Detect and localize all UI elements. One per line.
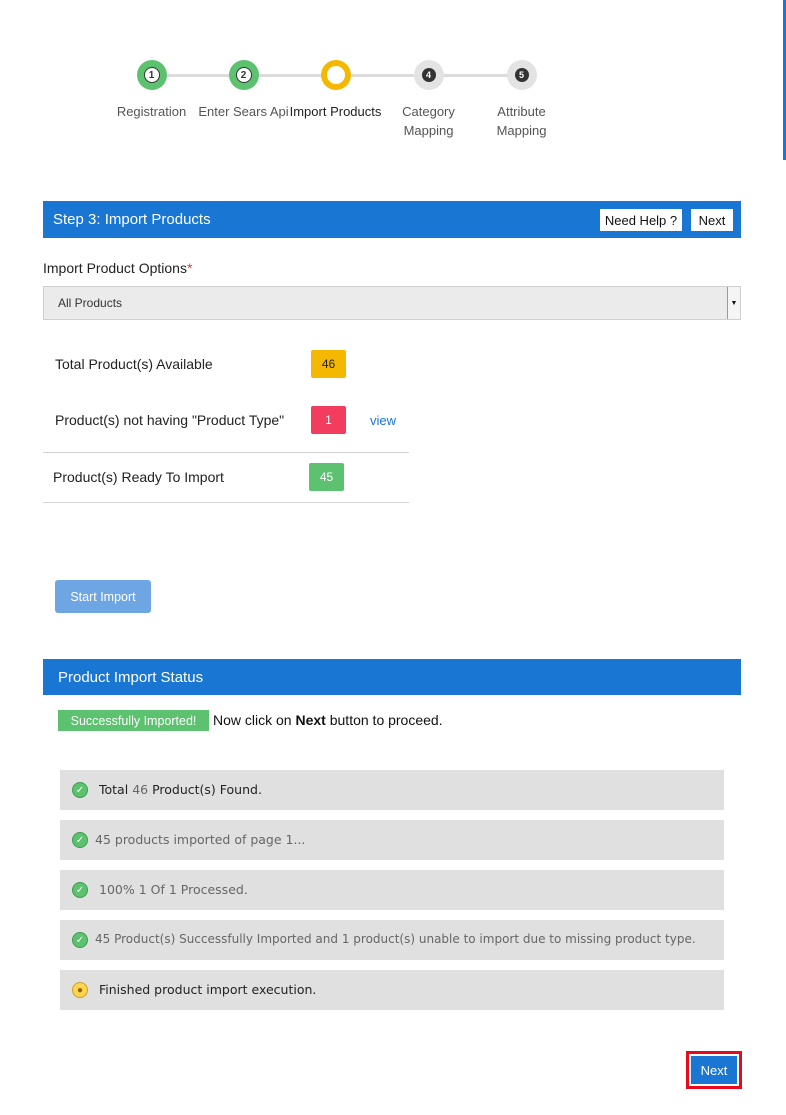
step-circle [229,60,259,90]
log-text-part: Product(s) Found. [152,782,262,797]
success-message-bold: Next [295,712,326,728]
view-link[interactable]: view [370,413,397,428]
caret-down-icon[interactable]: ▼ [727,287,740,319]
need-help-button[interactable]: Need Help ? [600,209,682,231]
log-text: 45 Product(s) Successfully Imported and 1 product(s) unable to import due to missing product type. [95,932,696,946]
import-status-title: Product Import Status [58,669,204,686]
missing-product-type-badge: 1 [311,406,346,434]
step-title: Step 3: Import Products [53,211,211,228]
check-circle-icon: ✓ [72,832,88,848]
step-category-mapping [382,60,475,140]
step-label: Enter Sears Api [198,104,289,119]
header-next-button[interactable]: Next [691,209,733,231]
step-number: 2 [236,67,252,83]
log-item [60,970,724,1010]
import-status-bar [43,659,741,695]
next-button-highlight [686,1051,742,1089]
log-text-number: 46 [132,782,149,797]
log-item [60,820,724,860]
step-number: 4 [422,68,436,82]
log-text: 45 products imported of page 1... [95,832,306,847]
step-circle [321,60,351,90]
log-item [60,770,724,810]
step-enter-sears-api [197,60,290,121]
step-circle [414,60,444,90]
log-text: Finished product import execution. [99,982,317,997]
required-mark: * [186,260,193,276]
ready-to-import-badge: 45 [309,463,344,491]
step-attribute-mapping [475,60,568,140]
import-options-selected-value: All Products [58,296,123,310]
log-text-part: Total [99,782,129,797]
success-message-suffix: button to proceed. [329,712,443,728]
total-products-label: Total Product(s) Available [55,356,213,372]
step-label: Import Products [289,104,382,119]
next-button[interactable]: Next [691,1056,737,1084]
check-circle-icon: ✓ [72,782,88,798]
step-number: 5 [515,68,529,82]
success-message [213,712,443,728]
check-circle-icon: ✓ [72,932,88,948]
log-text: 100% 1 Of 1 Processed. [99,882,248,897]
success-badge: Successfully Imported! [58,710,209,731]
log-item [60,870,724,910]
step-import-products [289,60,382,121]
log-item [60,920,724,960]
step-label: Registration [116,104,187,119]
lightbulb-icon: ● [72,982,88,998]
step-circle [507,60,537,90]
step-circle [137,60,167,90]
log-text [99,782,262,797]
success-message-prefix: Now click on [213,712,292,728]
step-label: Attribute Mapping [496,104,547,138]
divider [43,452,409,453]
import-options-label-text: Import Product Options [43,260,187,276]
step-registration [105,60,198,121]
start-import-button[interactable]: Start Import [55,580,151,613]
import-options-label [43,260,192,276]
step-current-dot [327,66,345,84]
missing-product-type-label: Product(s) not having "Product Type" [55,412,285,428]
progress-stepper [105,60,570,150]
check-circle-icon: ✓ [72,882,88,898]
step-header-bar [43,201,741,238]
divider [43,502,409,503]
ready-to-import-label: Product(s) Ready To Import [53,469,224,485]
step-number: 1 [144,67,160,83]
import-options-select[interactable] [43,286,741,320]
total-products-badge: 46 [311,350,346,378]
step-label: Category Mapping [402,104,455,138]
